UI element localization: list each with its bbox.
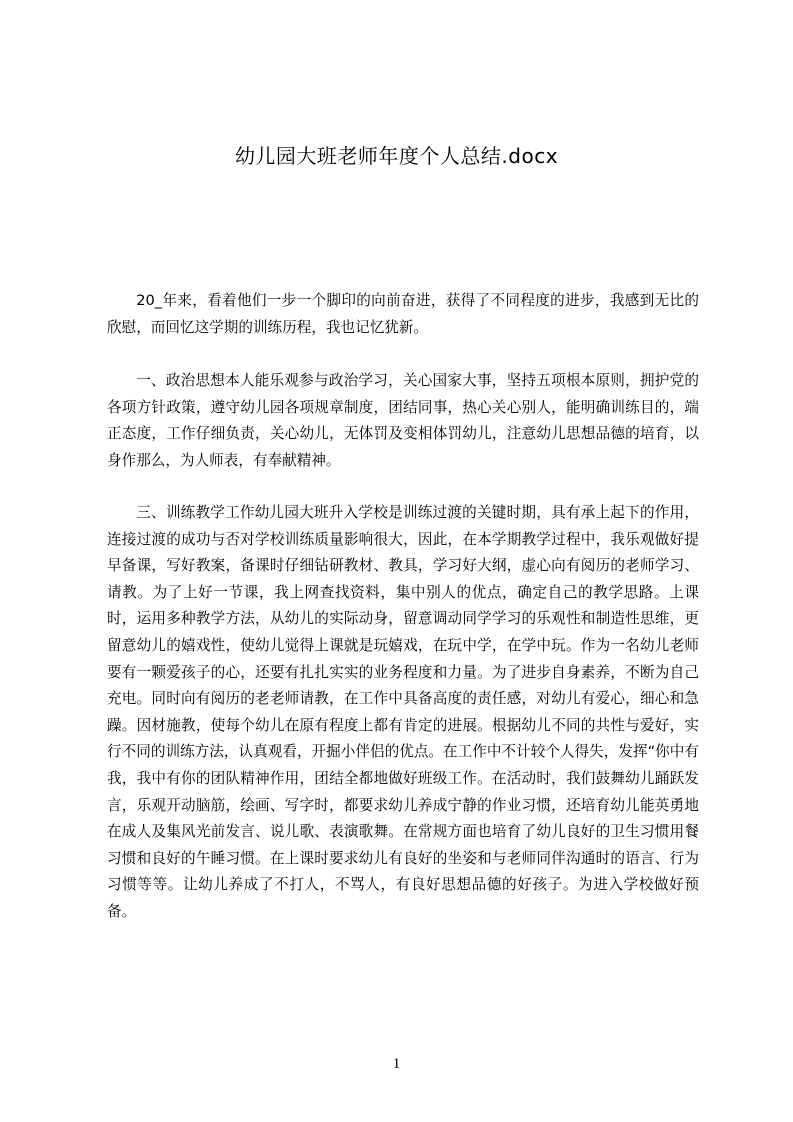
document-title: 幼儿园大班老师年度个人总结.docx [234, 144, 559, 168]
paragraph-political-thought: 一、政治思想本人能乐观参与政治学习，关心国家大事，坚持五项根本原则，拥护党的各项方针政策，遵守幼儿园各项规章制度，团结同事，热心关心别人，能明确训练目的，端正态度，工作仔细负责，关心幼儿，无体罚及变相体罚幼儿，注意幼儿思想品德的培育，以身作那么，为人师表，有奉献精神。 [107, 372, 699, 469]
page-number: 1 [392, 1056, 401, 1072]
paragraph-teaching-work: 三、训练教学工作幼儿园大班升入学校是训练过渡的关键时期，具有承上起下的作用，连接过渡的成功与否对学校训练质量影响很大，因此，在本学期教学过程中，我乐观做好提早备课，写好教案，备课时仔细钻研教材、教具，学习好大纲，虚心向有阅历的老师学习、请教。为了上好一节课，我上网查找资料，集中别人的优点，确定自己的教学思路。上课时，运用多种教学方法，从幼儿的实际动身，留意调动同学学习的乐观性和制造性思维，更留意幼儿的嬉戏性，使幼儿觉得上课就是玩嬉戏，在玩中学，在学中玩。作为一名幼儿老师要有一颗爱孩子的心，还要有扎扎实实的业务程度和力量。为了进步自身素养，不断为自己充电。同时向有阅历的老老师请教，在工作中具备高度的责任感，对幼儿有爱心，细心和急躁。因材施教，使每个幼儿在原有程度上都有肯定的进展。根据幼儿不同的共性与爱好，实行不同的训练方法，认真观看，开掘小伴侣的优点。在工作中不计较个人得失，发挥“你中有我，我中有你的团队精神作用，团结全都地做好班级工作。在活动时，我们鼓舞幼儿踊跃发言，乐观开动脑筋，绘画、写字时，都要求幼儿养成宁静的作业习惯，还培育幼儿能英勇地在成人及集风光前发言、说儿歌、表演歌舞。在常规方面也培育了幼儿良好的卫生习惯用餐习惯和良好的午睡习惯。在上课时要求幼儿有良好的坐姿和与老师同伴沟通时的语言、行为习惯等等。让幼儿养成了不打人，不骂人，有良好思想品德的好孩子。为进入学校做好预备。 [107, 504, 699, 920]
paragraph-intro: 20_年来，看着他们一步一个脚印的向前奋进，获得了不同程度的进步，我感到无比的欣慰，而回忆这学期的训练历程，我也记忆犹新。 [107, 292, 699, 336]
